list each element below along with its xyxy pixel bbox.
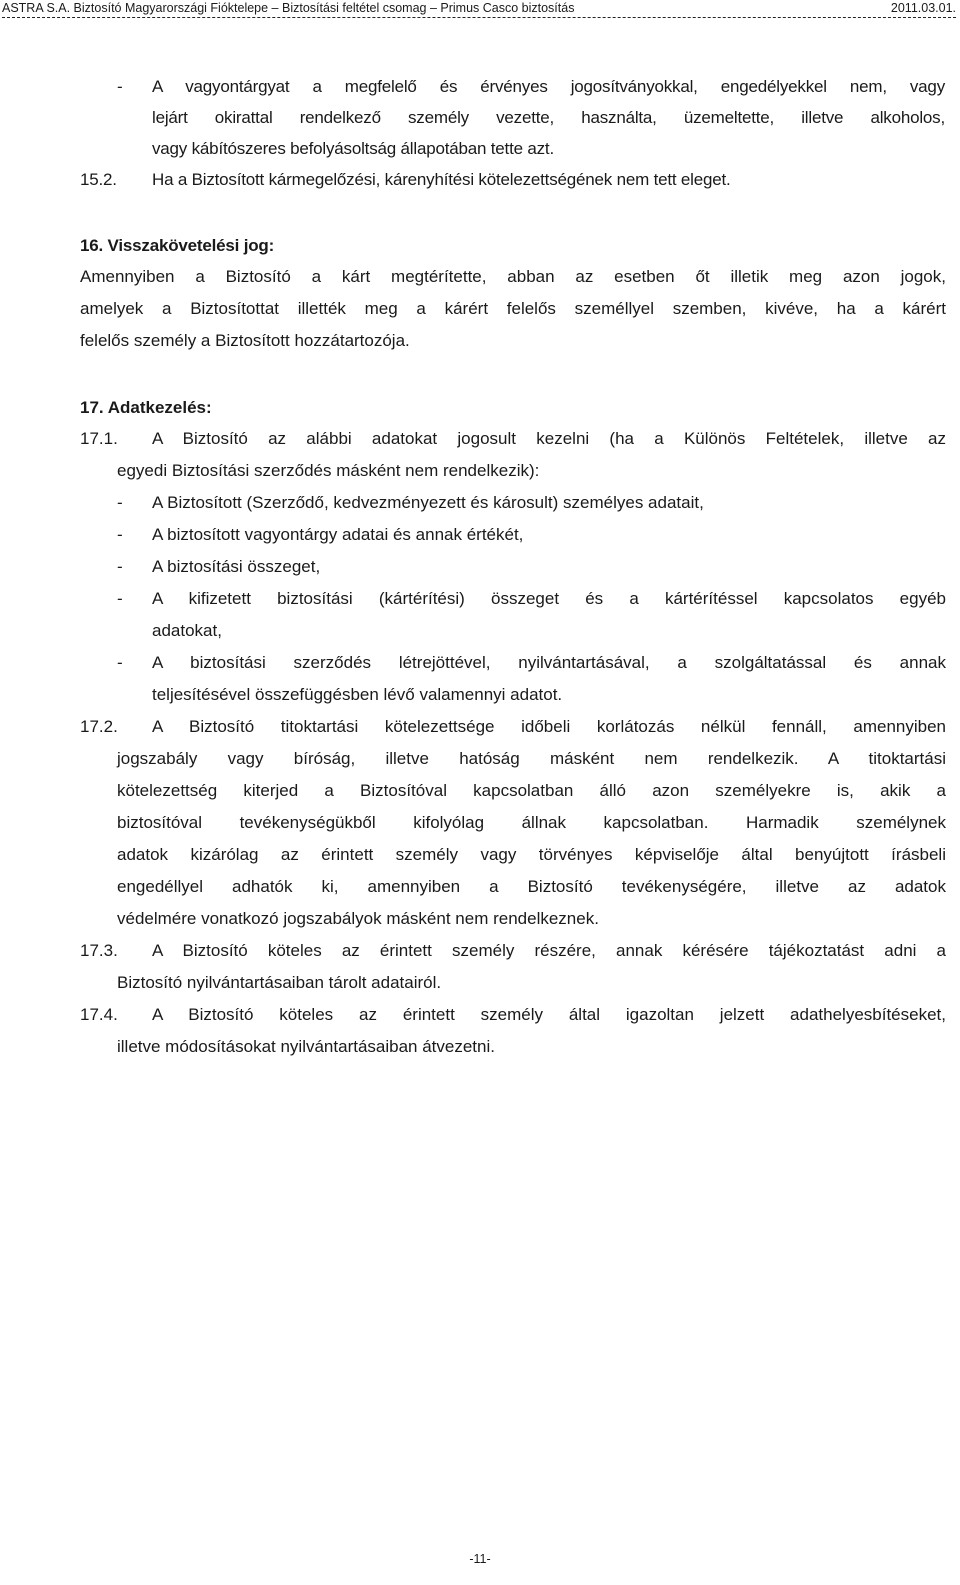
list-item-continuation: teljesítésével összefüggésben lévő valamennyi adatot. xyxy=(152,685,563,704)
clause-number: 17.4. xyxy=(80,1005,118,1024)
clause-number: 17.2. xyxy=(80,717,118,736)
paragraph-line: Biztosító nyilvántartásaiban tárolt adatairól. xyxy=(117,973,442,992)
paragraph-line: A Biztosító az alábbi adatokat jogosult kezelni (ha a Különös Feltételek, illetve az xyxy=(152,429,946,448)
header-divider xyxy=(2,17,956,26)
paragraph-line: jogszabály vagy bíróság, illetve hatóság másként nem rendelkezik. A titoktartási xyxy=(117,749,946,768)
section-heading: 17. Adatkezelés: xyxy=(80,398,212,417)
section-heading: 16. Visszakövetelési jog: xyxy=(80,236,275,255)
paragraph-line: egyedi Biztosítási szerződés másként nem rendelkezik): xyxy=(117,461,540,480)
clause-number: 17.1. xyxy=(80,429,118,448)
list-dash: - xyxy=(117,557,123,576)
list-item: A Biztosított (Szerződő, kedvezményezett és károsult) személyes adatait, xyxy=(152,493,704,512)
list-item: A biztosított vagyontárgy adatai és annak értékét, xyxy=(152,525,524,544)
paragraph-line: biztosítóval tevékenységükből kifolyólag állnak kapcsolatban. Harmadik személynek xyxy=(117,813,946,832)
paragraph-line: A Biztosító titoktartási kötelezettsége időbeli korlátozás nélkül fennáll, amennyiben xyxy=(152,717,946,736)
paragraph-line: lejárt okirattal rendelkező személy vezette, használta, üzemeltette, illetve alkoholos, xyxy=(152,108,945,127)
list-dash: - xyxy=(117,653,123,672)
list-item-continuation: adatokat, xyxy=(152,621,222,640)
paragraph-line: A Biztosító köteles az érintett személy részére, annak kérésére tájékoztatást adni a xyxy=(152,941,946,960)
list-dash: - xyxy=(117,77,123,96)
paragraph-line: felelős személy a Biztosított hozzátartozója. xyxy=(80,331,410,350)
paragraph-line: Ha a Biztosított kármegelőzési, kárenyhítési kötelezettségének nem tett eleget. xyxy=(152,170,731,189)
paragraph-line: illetve módosításokat nyilvántartásaiban átvezetni. xyxy=(117,1037,495,1056)
list-item: A biztosítási összeget, xyxy=(152,557,321,576)
paragraph-line: védelmére vonatkozó jogszabályok másként nem rendelkeznek. xyxy=(117,909,599,928)
paragraph-line: amelyek a Biztosítottat illették meg a kárért felelős személlyel szemben, kivéve, ha a kárért xyxy=(80,299,946,318)
header-title: ASTRA S.A. Biztosító Magyarországi Fióktelepe – Biztosítási feltétel csomag – Primus Casco biztosítás xyxy=(2,1,575,15)
page-number: -11- xyxy=(469,1552,491,1566)
paragraph-line: vagy kábítószeres befolyásoltság állapotában tette azt. xyxy=(152,139,554,158)
header-date: 2011.03.01. xyxy=(890,1,956,15)
list-dash: - xyxy=(117,589,123,608)
paragraph-line: kötelezettség kiterjed a Biztosítóval kapcsolatban álló azon személyekre is, akik a xyxy=(117,781,946,800)
list-dash: - xyxy=(117,525,123,544)
paragraph-line: A Biztosító köteles az érintett személy által igazoltan jelzett adathelyesbítéseket, xyxy=(152,1005,946,1024)
paragraph-line: Amennyiben a Biztosító a kárt megtérítette, abban az esetben őt illetik meg azon jogok, xyxy=(80,267,946,286)
page-header xyxy=(2,0,956,16)
list-dash: - xyxy=(117,493,123,512)
paragraph-line: engedéllyel adhatók ki, amennyiben a Biztosító tevékenységére, illetve az adatok xyxy=(117,877,946,896)
clause-number: 15.2. xyxy=(80,170,117,189)
paragraph-line: adatok kizárólag az érintett személy vagy törvényes képviselője által benyújtott írásbeli xyxy=(117,845,946,864)
clause-number: 17.3. xyxy=(80,941,118,960)
paragraph-line: A vagyontárgyat a megfelelő és érvényes jogosítványokkal, engedélyekkel nem, vagy xyxy=(152,77,945,96)
list-item: A biztosítási szerződés létrejöttével, nyilvántartásával, a szolgáltatással és annak xyxy=(152,653,946,672)
list-item: A kifizetett biztosítási (kártérítési) összeget és a kártérítéssel kapcsolatos egyéb xyxy=(152,589,946,608)
